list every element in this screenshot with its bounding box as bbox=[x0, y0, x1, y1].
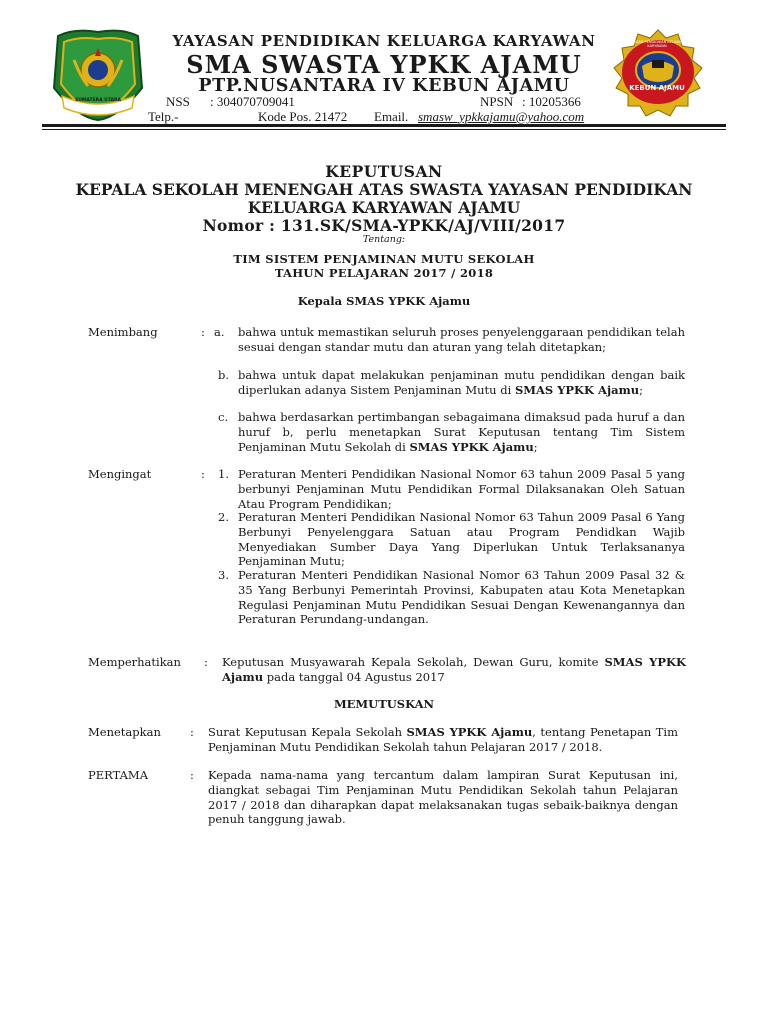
school-name: SMA SWASTA YPKK AJAMU bbox=[186, 50, 582, 79]
menimbang-mark-a: a. bbox=[214, 325, 225, 339]
company-name: PTP.NUSANTARA IV KEBUN AJAMU bbox=[198, 76, 570, 96]
foundation-name: YAYASAN PENDIDIKAN KELUARGA KARYAWAN bbox=[172, 32, 596, 50]
memutuskan-heading: MEMUTUSKAN bbox=[333, 697, 435, 711]
emblem-ribbon-text: SUMATERA UTARA bbox=[75, 98, 121, 103]
menimbang-item-c: bahwa berdasarkan pertimbangan sebagaimana dimaksud pada huruf a dan huruf b, perlu menetapkan Surat Keputusan tentang Tim Sistem Penjaminan Mutu Sekolah di SMAS YPKK Ajamu; bbox=[238, 410, 685, 454]
mengingat-colon: : bbox=[201, 467, 205, 481]
npsn-value: : 10205366 bbox=[522, 94, 581, 109]
subject-line1: TIM SISTEM PENJAMINAN MUTU SEKOLAH bbox=[233, 252, 535, 266]
nss-label: NSS bbox=[166, 94, 190, 109]
menimbang-mark-c: c. bbox=[218, 410, 229, 424]
memperhatikan-colon: : bbox=[204, 655, 208, 669]
pertama-colon: : bbox=[190, 768, 194, 782]
telp-label: Telp.- bbox=[148, 109, 179, 124]
menetapkan-label: Menetapkan bbox=[88, 725, 161, 739]
pertama-label: PERTAMA bbox=[88, 768, 149, 782]
school-logo-ring-text: YAYASAN PENDIDIKAN KELUARGA KARYAWAN bbox=[627, 40, 687, 48]
mengingat-item-3: Peraturan Menteri Pendidikan Nasional Nomor 63 Tahun 2009 Pasal 32 & 35 Yang Berbunyi Pemerintah Provinsi, Kabupaten atau Kota Menetapkan Regulasi Penjaminan Mutu Pendidikan Sesuai Dengan Kewenangannya dan Peraturan Perundang-undangan. bbox=[238, 568, 685, 627]
tentang-label: Tentang: bbox=[362, 234, 406, 245]
decree-heading: KEPUTUSAN bbox=[325, 162, 443, 181]
mengingat-item-1: Peraturan Menteri Pendidikan Nasional Nomor 63 tahun 2009 Pasal 5 yang berbunyi Penjaminan Mutu Pendidikan Formal Dilaksanakan Oleh Satuan Atau Program Pendidikan; bbox=[238, 467, 685, 511]
nss-value: : 304070709041 bbox=[210, 94, 295, 109]
menimbang-colon: : bbox=[201, 325, 205, 339]
letterhead-rule-thin bbox=[42, 129, 726, 130]
subject-line2: TAHUN PELAJARAN 2017 / 2018 bbox=[274, 266, 494, 280]
memperhatikan-text: Keputusan Musyawarah Kepala Sekolah, Dewan Guru, komite SMAS YPKK Ajamu pada tanggal 04 Agustus 2017 bbox=[222, 655, 686, 684]
decree-number: Nomor : 131.SK/SMA-YPKK/AJ/VIII/2017 bbox=[202, 216, 566, 235]
npsn-label: NPSN bbox=[480, 94, 514, 109]
school-logo-text: KEBUN AJAMU bbox=[629, 84, 685, 92]
mengingat-mark-2: 2. bbox=[218, 510, 229, 524]
memperhatikan-label: Memperhatikan bbox=[88, 655, 181, 669]
postal-code: Kode Pos. 21472 bbox=[258, 109, 348, 124]
menimbang-mark-b: b. bbox=[218, 368, 230, 382]
mengingat-mark-1: 1. bbox=[218, 467, 229, 481]
email-link[interactable]: smasw_ypkkajamu@yahoo.com bbox=[418, 109, 585, 124]
pertama-text: Kepada nama-nama yang tercantum dalam lampiran Surat Keputusan ini, diangkat sebagai Tim Penjaminan Mutu Pendidikan Sekolah tahun Pelajaran 2017 / 2018 dan diharapkan dapat melaksanakan tugas sebaik-baiknya dengan penuh tanggung jawab. bbox=[208, 768, 678, 827]
decree-issuer-line2: KELUARGA KARYAWAN AJAMU bbox=[247, 198, 521, 217]
menimbang-item-b: bahwa untuk dapat melakukan penjaminan mutu pendidikan dengan baik diperlukan adanya Sistem Penjaminan Mutu di SMAS YPKK Ajamu; bbox=[238, 368, 685, 397]
mengingat-mark-3: 3. bbox=[218, 568, 229, 582]
decree-issuer-line1: KEPALA SEKOLAH MENENGAH ATAS SWASTA YAYASAN PENDIDIKAN bbox=[75, 180, 693, 199]
mengingat-label: Mengingat bbox=[88, 467, 152, 481]
menetapkan-text: Surat Keputusan Kepala Sekolah SMAS YPKK Ajamu, tentang Penetapan Tim Penjaminan Mutu Pendidikan Sekolah tahun Pelajaran 2017 / 2018. bbox=[208, 725, 678, 754]
menimbang-label: Menimbang bbox=[88, 325, 158, 339]
menetapkan-colon: : bbox=[190, 725, 194, 739]
email-label: Email. bbox=[374, 109, 409, 124]
menimbang-item-a: bahwa untuk memastikan seluruh proses penyelenggaraan pendidikan telah sesuai dengan standar mutu dan aturan yang telah ditetapkan; bbox=[238, 325, 685, 354]
letterhead-rule-thick bbox=[42, 124, 726, 127]
issuer-line: Kepala SMAS YPKK Ajamu bbox=[297, 294, 471, 308]
mengingat-item-2: Peraturan Menteri Pendidikan Nasional Nomor 63 Tahun 2009 Pasal 6 Yang Berbunyi Penyelenggara Satuan atau Program Pendidkan Wajib Menyediakan Sumber Daya Yang Diperlukan Untuk Terlaksananya Penjaminan Mutu; bbox=[238, 510, 685, 569]
